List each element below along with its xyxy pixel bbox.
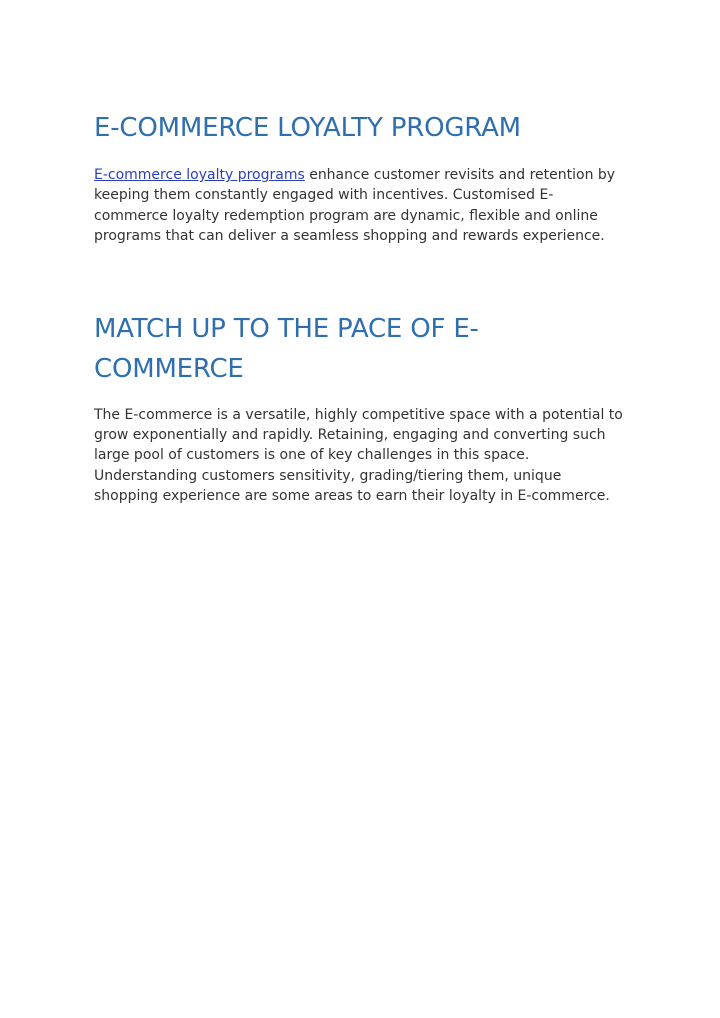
ecommerce-loyalty-programs-link[interactable]: E-commerce loyalty programs <box>94 167 305 183</box>
section-title: MATCH UP TO THE PACE OF E-COMMERCE <box>94 313 479 384</box>
section-paragraph <box>94 165 624 247</box>
section-title: E-COMMERCE LOYALTY PROGRAM <box>94 113 521 143</box>
paragraph-text: enhance customer revisits and retention by keeping them constantly engaged with incentives. Customised E-commerce loyalty redemption program are dynamic, flexible and online programs that can deliver a seamless shopping and rewards experience. <box>94 167 616 245</box>
section-ecommerce-loyalty-program <box>94 108 624 247</box>
document-content <box>94 108 624 507</box>
section-match-up-pace <box>94 309 624 507</box>
section-paragraph: The E-commerce is a versatile, highly competitive space with a potential to grow exponentially and rapidly. Retaining, engaging and converting such large pool of customers is one of key challenges in this space. Understanding customers sensitivity, grading/tiering them, unique shopping experience are some areas to earn their loyalty in E-commerce. <box>94 406 623 505</box>
